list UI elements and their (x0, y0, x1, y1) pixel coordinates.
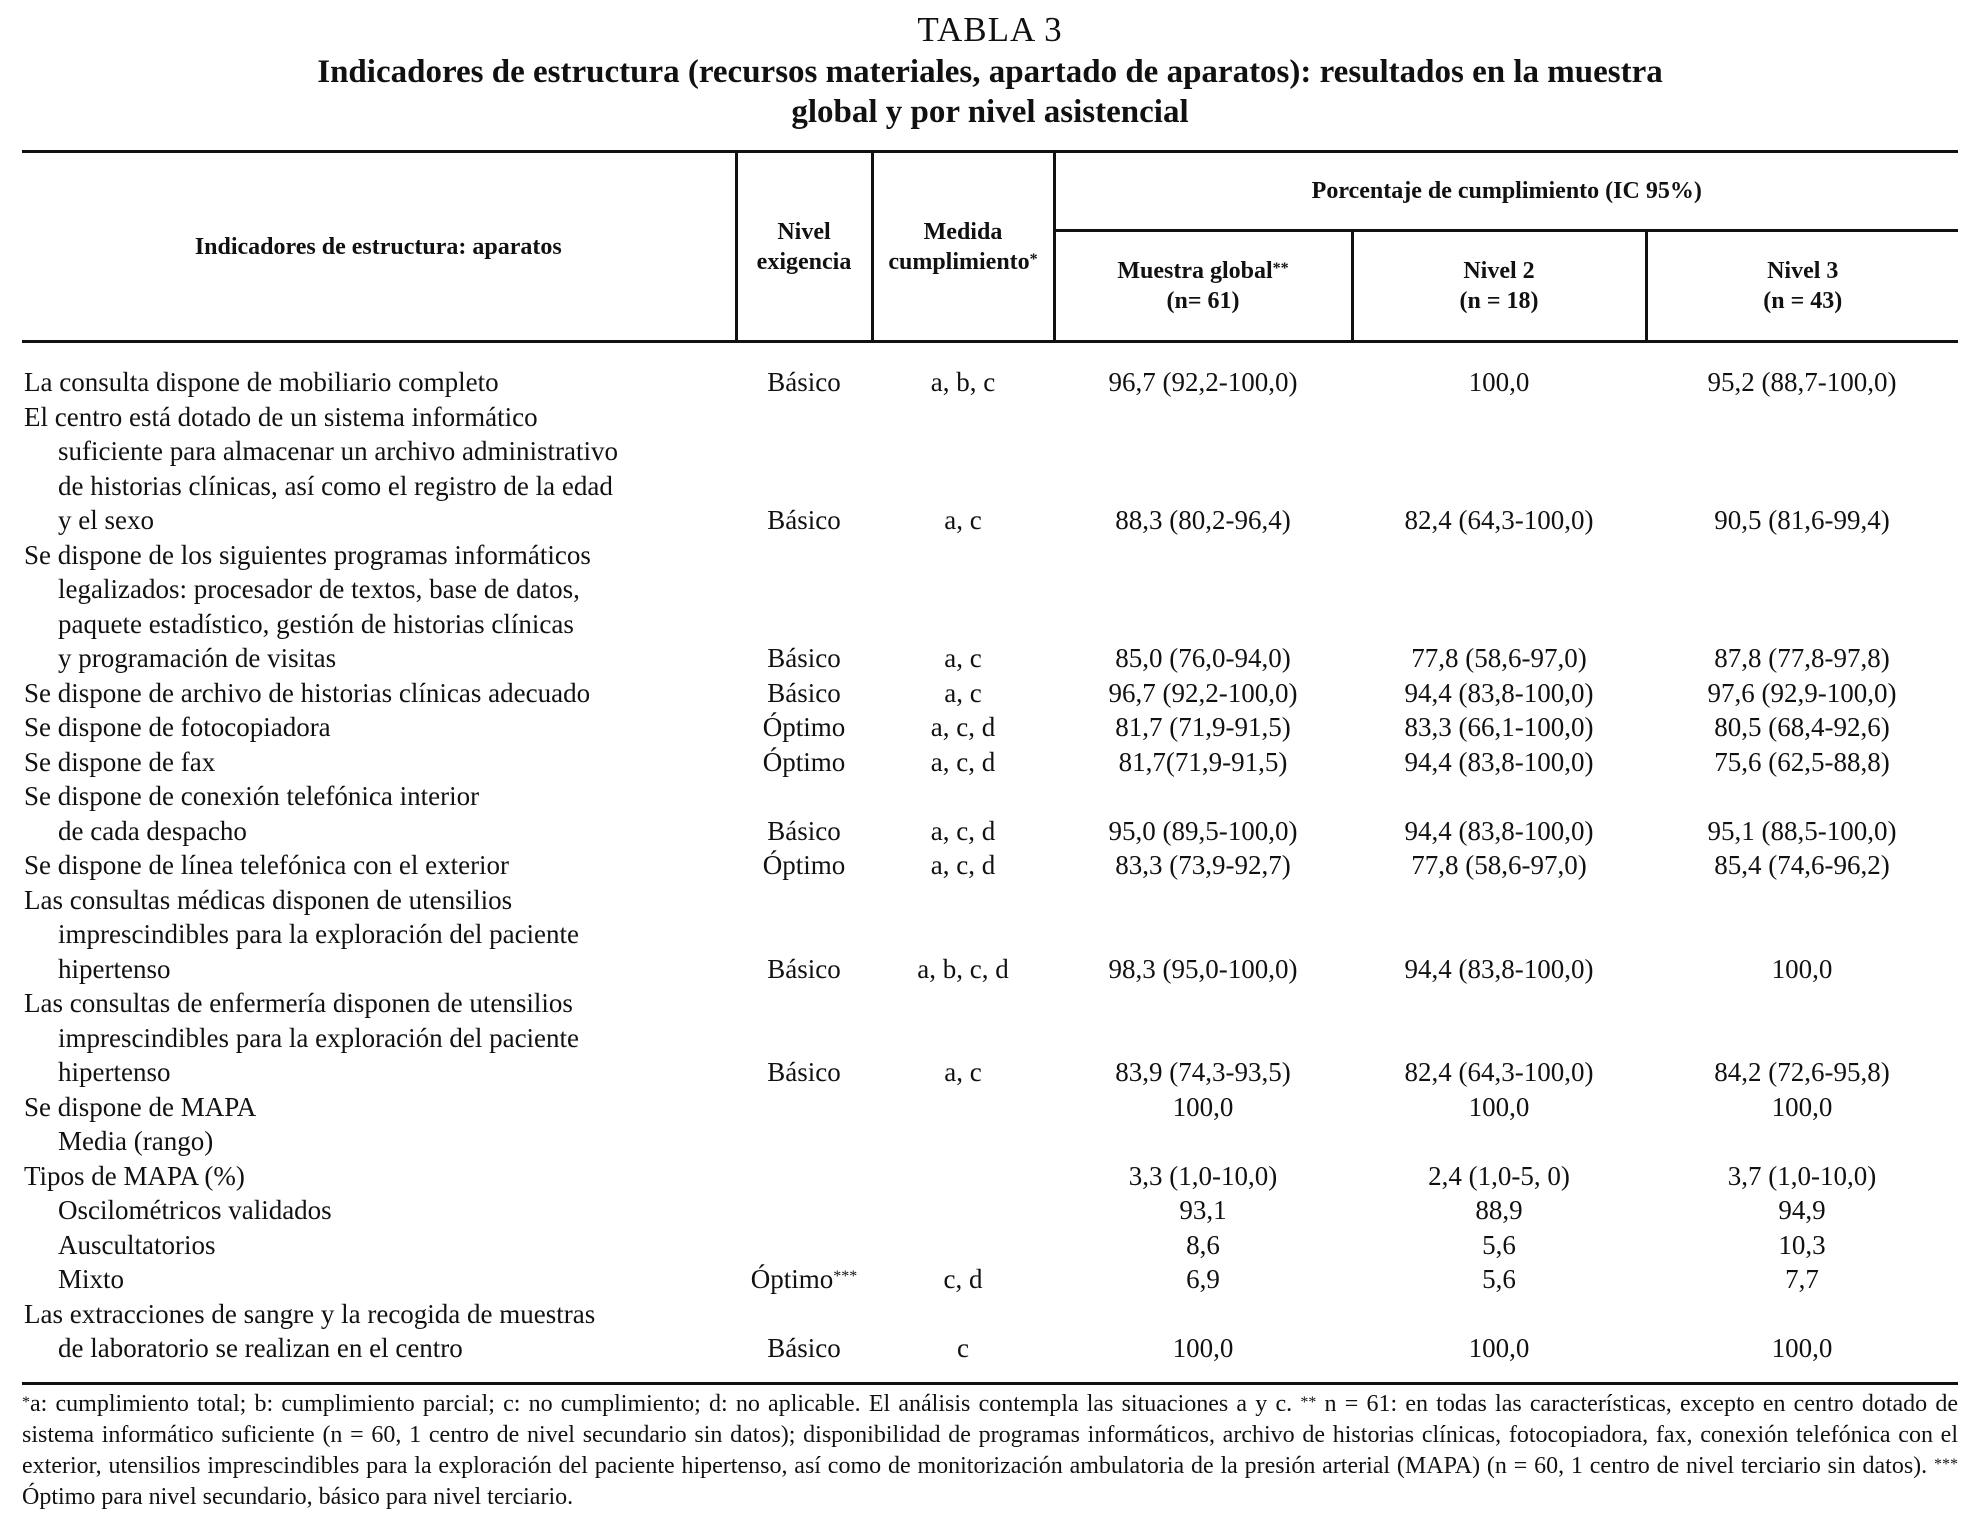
nivel-3-cell: 95,1 (88,5-100,0) (1707, 815, 1897, 846)
header-nivel-2 (1352, 231, 1646, 342)
table-title-line-1: Indicadores de estructura (recursos materiales, apartado de aparatos): resultados en la muestra (317, 54, 1663, 90)
header-porcentaje: Porcentaje de cumplimiento (IC 95%) (1054, 152, 1958, 231)
footnote-sup-1: * (22, 1394, 30, 1411)
indicator-cell (22, 676, 736, 711)
footnote-text-2: n = 61: en todas las características, excepto en centro dotado de sistema informático suficiente (n = 60, 1 centro de nivel secundario sin datos); disponibilidad de programas informáticos, archivo de historias clínicas, fotocopiadora, fax, conexión telefónica con el exterior, utensilios imprescindibles para la exploración del paciente hipertenso, así como de monitorización ambulatoria de la presión arterial (MAPA) (n = 60, 1 centro de nivel terciario sin datos). (22, 1391, 1958, 1479)
nivel-2-cell (1352, 1124, 1646, 1159)
muestra-global-cell: 83,9 (74,3-93,5) (1115, 1057, 1291, 1087)
indicator-line: Media (rango) (58, 1126, 214, 1156)
muestra-global-cell: 95,0 (89,5-100,0) (1108, 815, 1298, 846)
medida-cumplimiento-cell: a, b, c (930, 367, 996, 397)
nivel-exigencia-value: Óptimo (762, 746, 846, 777)
nivel-exigencia-cell (736, 676, 872, 711)
data-table (22, 150, 1958, 1385)
nivel-exigencia-cell (736, 848, 872, 883)
muestra-global-cell: 85,0 (76,0-94,0) (1115, 643, 1291, 673)
nivel-2-cell: 77,8 (58,6-97,0) (1411, 643, 1587, 673)
indicator-line: Tipos de MAPA (%) (24, 1160, 245, 1191)
nivel-2-cell: 2,4 (1,0-5, 0) (1428, 1160, 1570, 1191)
table-row (22, 342, 1958, 400)
indicator-line: Se dispone de conexión telefónica interior (24, 781, 480, 811)
nivel-exigencia-cell (736, 1193, 872, 1228)
nivel-3-cell: 97,6 (92,9-100,0) (1707, 677, 1897, 708)
nivel-2-cell: 88,9 (1475, 1195, 1523, 1225)
nivel-2-cell: 94,4 (83,8-100,0) (1404, 677, 1594, 708)
header-medida-cumplimiento (872, 152, 1054, 342)
indicator-line: imprescindibles para la exploración del paciente (58, 1022, 580, 1053)
nivel-exigencia-cell (736, 883, 872, 987)
medida-cumplimiento-cell: a, c (944, 643, 982, 673)
nivel-2-cell: 82,4 (64,3-100,0) (1404, 1057, 1594, 1087)
medida-cumplimiento-cell: a, c, d (930, 746, 996, 777)
indicator-cell (22, 779, 736, 848)
nivel-exigencia-value: Óptimo (762, 712, 846, 742)
indicator-line: hipertenso (58, 1057, 171, 1087)
muestra-global-cell: 96,7 (92,2-100,0) (1108, 677, 1298, 708)
indicator-cell (22, 883, 736, 987)
medida-cumplimiento-cell (872, 1193, 1054, 1228)
medida-cumplimiento-cell: a, c, d (930, 815, 996, 846)
indicator-line: Se dispone de archivo de historias clínicas adecuado (24, 677, 591, 708)
nivel-exigencia-value: Básico (767, 815, 841, 846)
table-row (22, 710, 1958, 745)
table-title (32, 52, 1948, 132)
table-body (22, 342, 1958, 1384)
header-indicator: Indicadores de estructura: aparatos (22, 152, 736, 342)
indicator-line: Se dispone de los siguientes programas informáticos (24, 539, 591, 570)
table-row (22, 1090, 1958, 1125)
muestra-global-cell: 96,7 (92,2-100,0) (1108, 367, 1298, 397)
table-row (22, 1159, 1958, 1194)
muestra-global-cell: 81,7 (71,9-91,5) (1115, 712, 1291, 742)
nivel-3-cell: 3,7 (1,0-10,0) (1727, 1160, 1877, 1191)
medida-cumplimiento-cell: a, b, c, d (917, 953, 1009, 984)
muestra-global-cell: 93,1 (1179, 1195, 1227, 1225)
muestra-global-cell: 6,9 (1186, 1264, 1220, 1294)
header-nivel3-line-1: Nivel 3 (1767, 258, 1839, 284)
indicator-cell (22, 710, 736, 745)
nivel-exigencia-value: Básico (767, 953, 841, 984)
header-global-line-2: (n= 61) (1166, 288, 1240, 314)
header-nivel3-line-2: (n = 43) (1763, 288, 1843, 314)
footnote-text-3: Óptimo para nivel secundario, básico para nivel terciario. (22, 1484, 574, 1510)
nivel-exigencia-value: Básico (767, 677, 841, 708)
indicator-line: Oscilométricos validados (58, 1195, 332, 1225)
indicator-line: Se dispone de fax (24, 746, 216, 777)
indicator-line: de historias clínicas, así como el registro de la edad (58, 470, 613, 501)
muestra-global-cell: 98,3 (95,0-100,0) (1108, 953, 1298, 984)
indicator-line: Auscultatorios (58, 1229, 216, 1260)
muestra-global-cell: 81,7(71,9-91,5) (1118, 746, 1288, 777)
nivel-exigencia-cell (736, 342, 872, 400)
nivel-3-cell: 10,3 (1778, 1229, 1826, 1260)
nivel-3-cell: 94,9 (1778, 1195, 1826, 1225)
table-row (22, 986, 1958, 1090)
indicator-line: y el sexo (58, 505, 154, 535)
indicator-line: La consulta dispone de mobiliario completo (24, 367, 499, 397)
header-nivel-3 (1646, 231, 1958, 342)
nivel-2-cell: 94,4 (83,8-100,0) (1404, 953, 1594, 984)
medida-cumplimiento-cell (872, 1228, 1054, 1263)
indicator-line: Mixto (58, 1264, 125, 1294)
indicator-line: y programación de visitas (58, 643, 337, 673)
nivel-2-cell: 100,0 (1468, 1091, 1530, 1122)
header-nivel-exigencia (736, 152, 872, 342)
nivel-3-cell: 84,2 (72,6-95,8) (1714, 1057, 1890, 1087)
nivel-exigencia-cell (736, 745, 872, 780)
nivel-2-cell: 94,4 (83,8-100,0) (1404, 815, 1594, 846)
medida-cumplimiento-cell: a, c (944, 1057, 982, 1087)
nivel-exigencia-cell (736, 1262, 872, 1297)
header-muestra-global (1054, 231, 1352, 342)
footnote-sup-2: ** (1300, 1394, 1317, 1411)
table-row (22, 1193, 1958, 1228)
nivel-exigencia-value: Básico (767, 505, 841, 535)
nivel-exigencia-cell (736, 779, 872, 848)
medida-cumplimiento-cell: a, c, d (930, 712, 996, 742)
muestra-global-cell (1054, 1124, 1352, 1159)
nivel-exigencia-cell (736, 1228, 872, 1263)
header-nivel-line-1: Nivel (777, 218, 831, 245)
medida-cumplimiento-cell (872, 1159, 1054, 1194)
nivel-3-cell: 90,5 (81,6-99,4) (1714, 505, 1890, 535)
nivel-exigencia-value: Básico (767, 367, 841, 397)
indicator-line: Se dispone de fotocopiadora (24, 712, 331, 742)
muestra-global-cell: 100,0 (1054, 1297, 1352, 1384)
nivel-exigencia-cell (736, 1159, 872, 1194)
indicator-cell (22, 1297, 736, 1384)
nivel-exigencia-cell (736, 1297, 872, 1384)
header-medida-sup: * (1029, 250, 1038, 268)
indicator-cell (22, 986, 736, 1090)
indicator-line: Se dispone de línea telefónica con el exterior (24, 850, 510, 880)
nivel-3-cell: 75,6 (62,5-88,8) (1714, 746, 1890, 777)
nivel-exigencia-sup: *** (833, 1268, 858, 1285)
muestra-global-cell: 100,0 (1172, 1091, 1234, 1122)
table-row (22, 400, 1958, 538)
indicator-line: Las consultas médicas disponen de utensilios (24, 884, 513, 915)
footnote-text-1: a: cumplimiento total; b: cumplimiento parcial; c: no cumplimiento; d: no aplicable. El análisis contempla las situaciones a y c. (30, 1391, 1301, 1417)
nivel-exigencia-cell (736, 986, 872, 1090)
footnote-sup-3: *** (1934, 1456, 1958, 1473)
indicator-cell (22, 1193, 736, 1228)
nivel-2-cell: 100,0 (1352, 1297, 1646, 1384)
indicator-cell (22, 538, 736, 676)
header-nivel-line-2: exigencia (756, 248, 852, 275)
nivel-exigencia-cell (736, 1090, 872, 1125)
medida-cumplimiento-cell (872, 1090, 1054, 1125)
medida-cumplimiento-cell: a, c (944, 505, 982, 535)
table-row (22, 676, 1958, 711)
header-nivel2-line-2: (n = 18) (1459, 288, 1539, 314)
nivel-exigencia-cell (736, 538, 872, 676)
table-label: TABLA 3 (917, 10, 1063, 49)
header-global-sup: ** (1272, 260, 1289, 277)
medida-cumplimiento-cell: c (872, 1297, 1054, 1384)
page (22, 0, 1958, 1510)
indicator-line: de laboratorio se realizan en el centro (58, 1333, 463, 1363)
indicator-line: paquete estadístico, gestión de historias clínicas (58, 608, 574, 639)
table-row (22, 1228, 1958, 1263)
table-row (22, 779, 1958, 848)
nivel-2-cell: 94,4 (83,8-100,0) (1404, 746, 1594, 777)
nivel-exigencia-cell (736, 710, 872, 745)
nivel-3-cell: 100,0 (1646, 1297, 1958, 1384)
table-row (22, 745, 1958, 780)
indicator-cell (22, 745, 736, 780)
nivel-2-cell: 77,8 (58,6-97,0) (1411, 850, 1587, 880)
header-global-line-1: Muestra global (1117, 258, 1273, 284)
indicator-cell (22, 1159, 736, 1194)
table-header (22, 152, 1958, 342)
indicator-cell (22, 342, 736, 400)
nivel-3-cell: 80,5 (68,4-92,6) (1714, 712, 1890, 742)
nivel-exigencia-cell (736, 400, 872, 538)
nivel-exigencia-value: Básico (767, 1333, 841, 1363)
muestra-global-cell: 88,3 (80,2-96,4) (1115, 505, 1291, 535)
footnote (22, 1389, 1958, 1513)
nivel-exigencia-value: Básico (767, 643, 841, 673)
header-nivel2-line-1: Nivel 2 (1463, 258, 1535, 284)
muestra-global-cell: 3,3 (1,0-10,0) (1128, 1160, 1278, 1191)
indicator-line: legalizados: procesador de textos, base de datos, (58, 574, 580, 604)
table-row (22, 1124, 1958, 1159)
indicator-line: de cada despacho (58, 815, 247, 846)
nivel-2-cell: 100,0 (1468, 367, 1530, 397)
nivel-3-cell: 7,7 (1785, 1264, 1819, 1294)
muestra-global-cell: 8,6 (1186, 1229, 1220, 1260)
muestra-global-cell: 83,3 (73,9-92,7) (1115, 850, 1291, 880)
nivel-3-cell: 95,2 (88,7-100,0) (1707, 367, 1897, 397)
indicator-cell (22, 1124, 736, 1159)
medida-cumplimiento-cell: a, c, d (930, 850, 996, 880)
nivel-exigencia-cell (736, 1124, 872, 1159)
table-row (22, 538, 1958, 676)
indicator-cell (22, 1090, 736, 1125)
medida-cumplimiento-cell: c, d (943, 1264, 983, 1294)
indicator-cell (22, 400, 736, 538)
table-row (22, 883, 1958, 987)
data-table-wrapper (22, 150, 1958, 1385)
medida-cumplimiento-cell: a, c (944, 677, 982, 708)
indicator-line: Las extracciones de sangre y la recogida de muestras (24, 1298, 596, 1329)
table-row (22, 848, 1958, 883)
header-medida-line-2-wrap (874, 247, 1053, 277)
nivel-2-cell: 5,6 (1482, 1264, 1516, 1294)
nivel-exigencia-value: Óptimo (750, 1264, 834, 1294)
header-global-line-1-wrap (1056, 256, 1351, 286)
nivel-2-cell: 83,3 (66,1-100,0) (1404, 712, 1594, 742)
nivel-3-cell: 100,0 (1771, 953, 1833, 984)
indicator-line: suficiente para almacenar un archivo administrativo (58, 436, 619, 466)
header-medida-line-2: cumplimiento (888, 248, 1030, 275)
nivel-3-cell: 87,8 (77,8-97,8) (1714, 643, 1890, 673)
indicator-cell (22, 1228, 736, 1263)
indicator-line: El centro está dotado de un sistema informático (24, 401, 538, 432)
indicator-line: hipertenso (58, 953, 171, 984)
table-title-line-2: global y por nivel asistencial (791, 94, 1189, 130)
medida-cumplimiento-cell (872, 1124, 1054, 1159)
nivel-exigencia-value: Óptimo (762, 850, 846, 880)
indicator-line: Las consultas de enfermería disponen de utensilios (24, 988, 573, 1018)
nivel-3-cell (1646, 1124, 1958, 1159)
header-medida-line-1: Medida (923, 218, 1003, 245)
nivel-3-cell: 85,4 (74,6-96,2) (1714, 850, 1890, 880)
indicator-line: imprescindibles para la exploración del paciente (58, 919, 580, 949)
indicator-line: Se dispone de MAPA (24, 1091, 257, 1122)
nivel-2-cell: 82,4 (64,3-100,0) (1404, 505, 1594, 535)
table-row (22, 1297, 1958, 1384)
table-row (22, 1262, 1958, 1297)
nivel-3-cell: 100,0 (1771, 1091, 1833, 1122)
nivel-exigencia-value: Básico (767, 1057, 841, 1087)
indicator-cell (22, 848, 736, 883)
indicator-cell (22, 1262, 736, 1297)
nivel-2-cell: 5,6 (1482, 1229, 1516, 1260)
